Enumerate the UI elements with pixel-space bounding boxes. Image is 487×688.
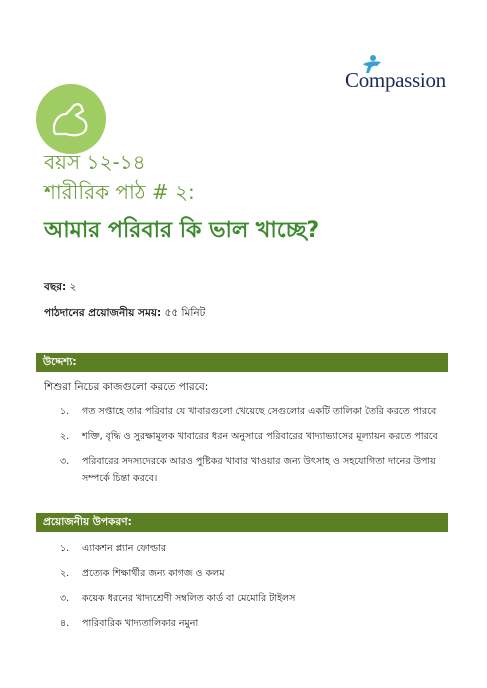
list-number: ৪. [60, 618, 70, 629]
lesson-number: শারীরিক পাঠ # ২: [44, 180, 195, 204]
list-number: ২. [60, 568, 70, 579]
list-number: ৩. [60, 456, 70, 467]
list-number: ২. [60, 431, 70, 442]
list-text: প্রত্যেক শিক্ষার্থীর জন্য কাগজ ও কলম [82, 568, 225, 579]
lesson-title: আমার পরিবার কি ভাল খাচ্ছে? [44, 218, 320, 243]
objectives-heading: উদ্দেশ্য: [36, 353, 448, 372]
list-number: ১. [60, 406, 70, 417]
list-text: পারিবারিক খাদ্যতালিকার নমুনা [82, 618, 199, 629]
logo-text: Compassion [345, 68, 446, 92]
list-text: কয়েক ধরনের খাদ্যশ্রেণী সম্বলিত কার্ড বা মেমোরি টাইলস [82, 593, 296, 604]
year-value: ২ [69, 281, 77, 293]
flexed-arm-icon [36, 84, 106, 154]
year-row [44, 280, 76, 297]
time-row [44, 306, 205, 323]
list-text: গত সপ্তাহে তার পরিবার যে খাবারগুলো খেয়েছে সেগুলোর একটি তালিকা তৈরি করতে পারবে [82, 406, 437, 417]
list-text: পরিবারের সদস্যদেরকে আরও পুষ্টিকর খাবার খাওয়ার জন্য উৎসাহ ও সহযোগিতা দানের উপায় সম্পর্কে চিন্তা করবে। [82, 456, 436, 484]
list-number: ৩. [60, 593, 70, 604]
compassion-logo [345, 54, 445, 102]
time-label: পাঠদানের প্রয়োজনীয় সময়: [44, 307, 162, 319]
time-value: ৫৫ মিনিট [164, 307, 206, 319]
list-text: শক্তি, বৃদ্ধি ও সুরক্ষামূলক খাবারের ধরন অনুসারে পরিবারের খাদ্যাভ্যাসের মূল্যায়ন করতে পারবে [82, 431, 438, 442]
list-number: ১. [60, 543, 70, 554]
year-label: বছর: [44, 281, 67, 293]
materials-heading: প্রয়োজনীয় উপকরণ: [36, 513, 448, 532]
list-text: এ্যাকশন প্ল্যান ফোল্ডার [82, 543, 167, 554]
objectives-intro: শিশুরা নিচের কাজগুলো করতে পারবে: [44, 381, 209, 393]
age-range: বয়স ১২-১৪ [44, 150, 146, 174]
